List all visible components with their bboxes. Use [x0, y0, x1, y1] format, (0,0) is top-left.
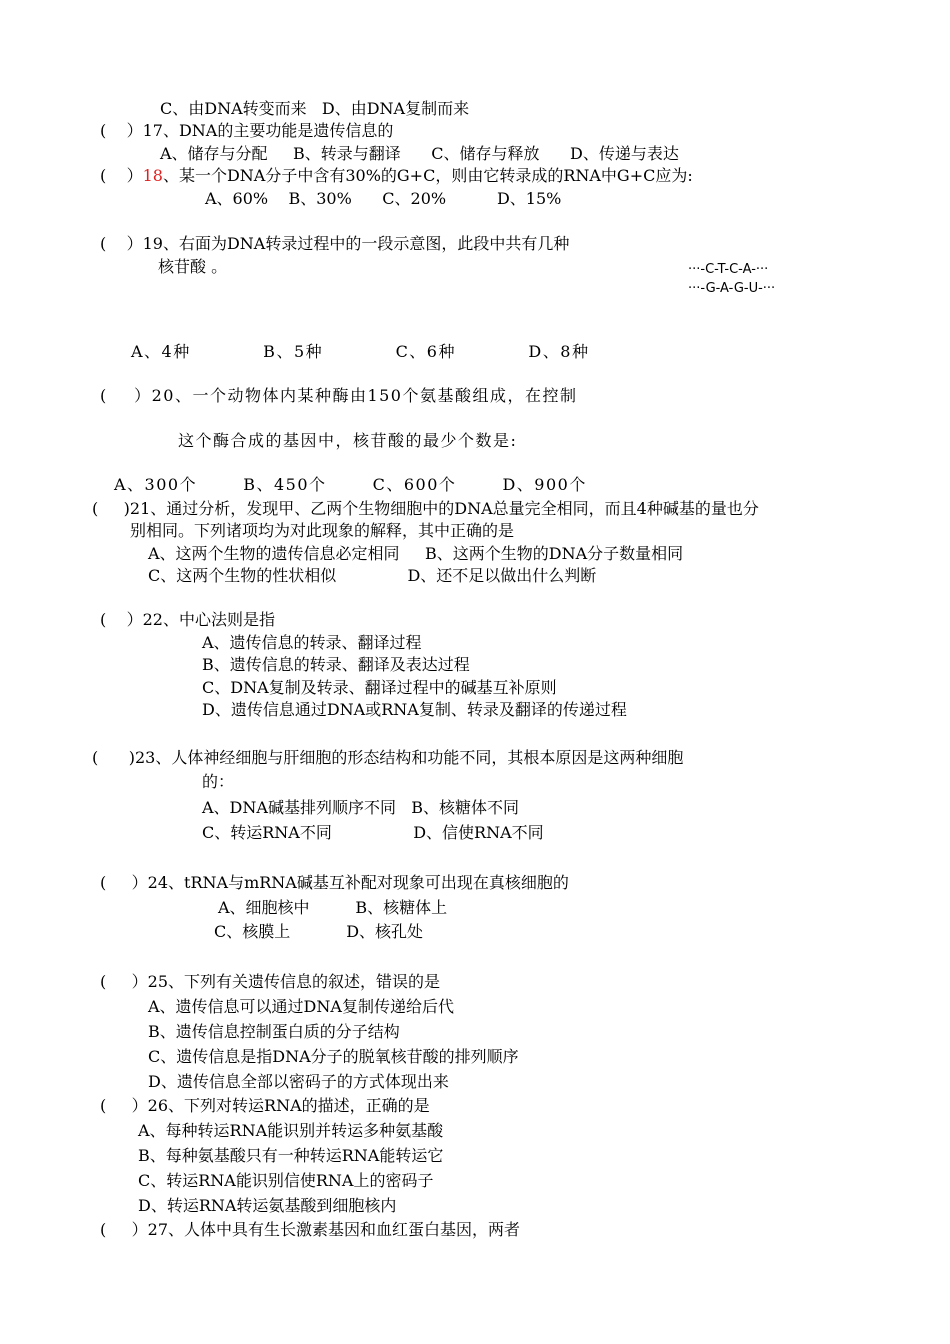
- question-22-option-c: C、DNA复制及转录、翻译过程中的碱基互补原则: [202, 678, 557, 697]
- question-25-option-b: B、遗传信息控制蛋白质的分子结构: [148, 1022, 400, 1041]
- question-18-text: 、某一个DNA分子中含有30%的G+C，则由它转录成的RNA中G+C应为:: [162, 166, 693, 185]
- strand-bottom: ···-G-A-G-U-···: [688, 281, 776, 296]
- question-26-option-c: C、转运RNA能识别信使RNA上的密码子: [138, 1171, 434, 1190]
- question-20-continued: 这个酶合成的基因中，核苷酸的最少个数是:: [178, 431, 518, 450]
- question-26-option-b: B、每种氨基酸只有一种转运RNA能转运它: [138, 1146, 444, 1165]
- question-24-options-ab: A、细胞核中 B、核糖体上: [218, 898, 448, 917]
- q16-options-cd: C、由DNA转变而来 D、由DNA复制而来: [160, 99, 470, 118]
- question-18: [100, 165, 693, 187]
- question-24: ( ）24、tRNA与mRNA碱基互补配对现象可出现在真核细胞的: [100, 873, 569, 892]
- question-18-number: 18: [142, 166, 163, 185]
- question-22-option-b: B、遗传信息的转录、翻译及表达过程: [202, 655, 470, 674]
- question-25-option-a: A、遗传信息可以通过DNA复制传递给后代: [148, 997, 454, 1016]
- question-18-options: A、60% B、30% C、20% D、15%: [205, 189, 562, 208]
- question-21-continued: 别相同。下列诸项均为对此现象的解释，其中正确的是: [130, 521, 515, 540]
- question-23-options-cd: C、转运RNA不同 D、信使RNA不同: [202, 823, 544, 842]
- question-19-options: A、4种 B、5种 C、6种 D、8种: [131, 342, 590, 361]
- question-25-option-c: C、遗传信息是指DNA分子的脱氧核苷酸的排列顺序: [148, 1047, 519, 1066]
- question-25: ( ）25、下列有关遗传信息的叙述，错误的是: [100, 972, 441, 991]
- question-22-option-d: D、遗传信息通过DNA或RNA复制、转录及翻译的传递过程: [202, 700, 627, 719]
- question-27: ( ）27、人体中具有生长激素基因和血红蛋白基因，两者: [100, 1220, 521, 1239]
- question-19-continued: 核苷酸 。: [158, 257, 228, 276]
- question-23-options-ab: A、DNA碱基排列顺序不同 B、核糖体不同: [202, 798, 519, 817]
- question-20: ( ）20、一个动物体内某种酶由150个氨基酸组成，在控制: [100, 386, 578, 405]
- question-19: ( ）19、右面为DNA转录过程中的一段示意图，此段中共有几种: [100, 234, 570, 253]
- strand-top: ···-C-T-C-A-···: [688, 262, 769, 277]
- question-21-options-cd: C、这两个生物的性状相似 D、还不足以做出什么判断: [148, 566, 597, 585]
- question-25-option-d: D、遗传信息全部以密码子的方式体现出来: [148, 1072, 449, 1091]
- question-24-options-cd: C、核膜上 D、核孔处: [214, 922, 424, 941]
- question-17-options: A、储存与分配 B、转录与翻译 C、储存与释放 D、传递与表达: [160, 144, 679, 163]
- question-17: ( ）17、DNA的主要功能是遗传信息的: [100, 121, 394, 140]
- question-22: ( ）22、中心法则是指: [100, 610, 275, 629]
- question-23: ( )23、人体神经细胞与肝细胞的形态结构和功能不同，其根本原因是这两种细胞: [92, 748, 684, 767]
- question-20-options: A、300个 B、450个 C、600个 D、900个: [114, 475, 587, 494]
- question-21: ( )21、通过分析，发现甲、乙两个生物细胞中的DNA总量完全相同，而且4种碱基的量也分: [92, 499, 759, 518]
- question-21-options-ab: A、这两个生物的遗传信息必定相同 B、这两个生物的DNA分子数量相同: [148, 544, 684, 563]
- answer-blank: ( ）: [100, 166, 143, 185]
- question-26-option-a: A、每种转运RNA能识别并转运多种氨基酸: [138, 1121, 444, 1140]
- question-23-continued: 的：: [202, 772, 235, 791]
- question-26: ( ）26、下列对转运RNA的描述，正确的是: [100, 1096, 430, 1115]
- question-22-option-a: A、遗传信息的转录、翻译过程: [202, 633, 422, 652]
- question-26-option-d: D、转运RNA转运氨基酸到细胞核内: [138, 1196, 397, 1215]
